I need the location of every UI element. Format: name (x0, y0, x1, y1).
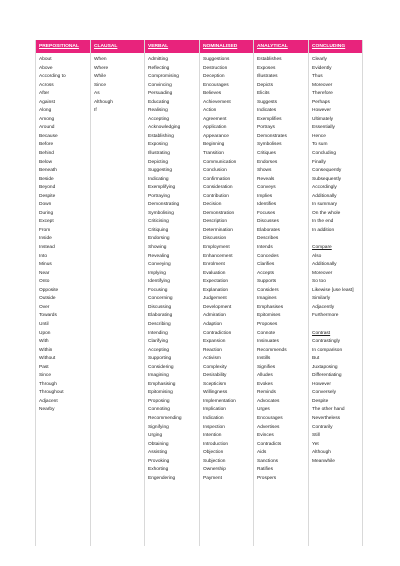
word-item: But (312, 356, 320, 362)
word-item: Over (39, 304, 50, 310)
word-item: Adjacently (312, 304, 335, 310)
word-item: Indicates (257, 108, 277, 114)
word-item: Suggests (257, 99, 278, 105)
word-item: Illustrating (148, 151, 170, 157)
word-item: Below (39, 159, 53, 165)
word-item: Onto (39, 279, 50, 285)
word-item: Portraying (148, 193, 170, 199)
word-item: Deception (203, 74, 225, 80)
word-item: Intention (203, 433, 222, 439)
word-item: Employment (203, 245, 230, 251)
word-item: On the whole (312, 210, 341, 216)
word-item: Imagining (148, 373, 169, 379)
word-item: While (94, 74, 106, 80)
word-item: Provoking (148, 458, 170, 464)
word-item: Still (312, 433, 320, 439)
word-item: Across (39, 82, 54, 88)
word-item: Instead (39, 245, 55, 251)
word-item: Insinuates (257, 339, 279, 345)
word-item: Identifies (257, 202, 277, 208)
word-item: Because (39, 133, 58, 139)
word-item: In the end (312, 219, 334, 225)
word-item: Aids (257, 450, 267, 456)
word-item: Nevertheless (312, 415, 340, 421)
column-verbal (145, 40, 200, 546)
word-item: Believes (203, 91, 222, 97)
word-item: Compromising (148, 74, 179, 80)
word-item: Minus (39, 262, 52, 268)
word-item: Until (39, 321, 49, 327)
word-item: Introduction (203, 441, 229, 447)
word-item: Elicits (257, 91, 270, 97)
word-item: Identifying (148, 279, 170, 285)
column-body (200, 53, 253, 546)
word-item: Evidently (312, 65, 332, 71)
word-item: Exemplifies (257, 116, 282, 122)
word-item: Inside (39, 236, 52, 242)
word-item: Advocates (257, 398, 280, 404)
word-item: Demonstrating (148, 202, 180, 208)
word-item: Reveals (257, 176, 275, 182)
column-header-analytical: ANALYTICAL (254, 40, 308, 53)
word-item: Contribution (203, 193, 229, 199)
word-item: Illustrates (257, 74, 278, 80)
word-item: Urging (148, 433, 163, 439)
word-item: Although (94, 99, 113, 105)
word-item: Transition (203, 151, 224, 157)
word-item: Beyond (39, 185, 56, 191)
word-item: Subjection (203, 458, 226, 464)
word-item: Prospers (257, 475, 277, 481)
word-item: Confirmation (203, 176, 231, 182)
word-item: Critiquing (148, 227, 169, 233)
word-item: Payment (203, 475, 222, 481)
word-item: Appearance (203, 133, 229, 139)
word-item: Supporting (148, 356, 172, 362)
word-item: Evokes (257, 381, 273, 387)
word-item: Accordingly (312, 185, 337, 191)
column-header-prepositional: PREPOSITIONAL (36, 40, 90, 53)
word-item: So too (312, 279, 326, 285)
word-item: Accepts (257, 270, 275, 276)
group-title: Contrast (312, 330, 331, 336)
word-item: Within (39, 347, 53, 353)
word-item: In comparison (312, 347, 343, 353)
word-item: Implying (148, 270, 166, 276)
word-item: Complexity (203, 364, 227, 370)
word-item: Meanwhile (312, 458, 335, 464)
word-item: Clearly (312, 57, 327, 62)
word-item: Intends (257, 245, 273, 251)
word-item: Persuading (148, 91, 173, 97)
word-item: In summary (312, 202, 338, 208)
word-item: Perhaps (312, 99, 330, 105)
word-item: Nearby (39, 407, 55, 413)
column-analytical (254, 40, 309, 546)
word-item: Where (94, 65, 109, 71)
word-item: Signifying (148, 424, 169, 430)
word-item: Considering (148, 364, 174, 370)
word-item: Connoting (148, 407, 170, 413)
word-item: Focuses (257, 210, 276, 216)
word-item: Signifies (257, 364, 276, 370)
word-item: Revealing (148, 253, 170, 259)
word-item: Throughout (39, 390, 64, 396)
word-item: Juxtaposing (312, 364, 338, 370)
word-item: Ownership (203, 467, 226, 473)
word-item: Without (39, 356, 56, 362)
word-item: Educating (148, 99, 170, 105)
word-item: Contrastingly (312, 339, 340, 345)
word-item: Likewise [use least] (312, 287, 354, 293)
word-item: Essentially (312, 125, 335, 131)
word-item: Suggesting (148, 168, 173, 174)
word-item: Discussing (148, 304, 172, 310)
word-item: Consideration (203, 185, 233, 191)
word-item: Near (39, 270, 50, 276)
column-body (91, 53, 144, 546)
word-item: Admitting (148, 57, 168, 62)
group-title: Compare (312, 245, 332, 251)
word-item: Concerning (148, 296, 173, 302)
word-item: Exhorting (148, 467, 169, 473)
word-item: Demonstrates (257, 133, 287, 139)
word-item: According to (39, 74, 66, 80)
word-item: Above (39, 65, 53, 71)
word-item: Along (39, 108, 52, 114)
word-item: Concedes (257, 253, 279, 259)
word-item: Around (39, 125, 55, 131)
word-item: Emphasises (257, 304, 284, 310)
word-item: To sum (312, 142, 328, 148)
word-item: Portrays (257, 125, 275, 131)
word-item: Outside (39, 296, 56, 302)
word-item: Opposite (39, 287, 59, 293)
word-item: Elaborating (148, 313, 173, 319)
word-item: However (312, 108, 331, 114)
word-item: Willingness (203, 390, 228, 396)
word-item: Intending (148, 330, 168, 336)
word-item: Towards (39, 313, 57, 319)
word-item: Conclusion (203, 168, 227, 174)
word-item: Epitomises (257, 313, 281, 319)
word-item: Moreover (312, 270, 333, 276)
word-item: Implication (203, 407, 226, 413)
word-item: Conveying (148, 262, 171, 268)
word-item: Exemplifying (148, 185, 176, 191)
word-item: Considers (257, 287, 279, 293)
column-header-concluding: CONCLUDING (309, 40, 362, 53)
word-item: Accepting (148, 116, 170, 122)
column-body (309, 53, 362, 546)
word-item: Through (39, 381, 57, 387)
word-item: Decision (203, 202, 222, 208)
word-item: Establishing (148, 133, 174, 139)
word-item: Establishes (257, 57, 282, 62)
word-item: Evaluation (203, 270, 226, 276)
word-item: Proposing (148, 398, 170, 404)
word-item: Exposes (257, 65, 276, 71)
word-item: Evinces (257, 433, 274, 439)
word-item: Behind (39, 151, 54, 157)
word-item: Beside (39, 176, 54, 182)
word-item: Before (39, 142, 54, 148)
group-spacer (312, 235, 362, 244)
word-item: Implies (257, 193, 273, 199)
word-item: If (94, 108, 97, 114)
word-item: Since (39, 373, 51, 379)
word-item: Shows (257, 168, 272, 174)
word-item: Depicts (257, 82, 273, 88)
word-item: Elaborates (257, 227, 280, 233)
column-clausal (91, 40, 145, 546)
word-item: Additionally (312, 193, 337, 199)
word-item: Destruction (203, 65, 228, 71)
word-item: Despite (312, 398, 329, 404)
word-item: Beneath (39, 168, 57, 174)
word-item: Expectation (203, 279, 229, 285)
word-item: Depicting (148, 159, 168, 165)
word-item: Development (203, 304, 232, 310)
column-header-nominalised: NOMINALISED (200, 40, 253, 53)
word-item: Sanctions (257, 458, 279, 464)
word-item: Recommending (148, 415, 182, 421)
word-item: Imagines (257, 296, 277, 302)
word-item: Scepticism (203, 381, 227, 387)
word-item: Adjacent (39, 398, 58, 404)
word-item: Enhancement (203, 253, 233, 259)
word-item: In addition (312, 227, 335, 233)
word-item: Advertises (257, 424, 280, 430)
word-item: Subsequently (312, 176, 342, 182)
word-item: Showing (148, 245, 167, 251)
word-item: Discussion (203, 236, 227, 242)
word-item: Beginning (203, 142, 225, 148)
word-item: Therefore (312, 91, 333, 97)
word-item: Additionally (312, 262, 337, 268)
word-item: Upon (39, 330, 51, 336)
word-item: Critiques (257, 151, 276, 157)
word-item: Among (39, 116, 55, 122)
word-item: Explanation (203, 287, 229, 293)
word-item: Enrolment (203, 262, 225, 268)
column-prepositional (36, 40, 91, 546)
word-item: Past (39, 364, 49, 370)
word-item: Desirability (203, 373, 227, 379)
word-item: Reminds (257, 390, 276, 396)
word-item: Adaption (203, 321, 222, 327)
word-item: Action (203, 108, 217, 114)
word-item: Urges (257, 407, 270, 413)
word-item: Proposes (257, 321, 278, 327)
word-item: Consequently (312, 168, 342, 174)
word-item: Since (94, 82, 106, 88)
word-item: Exposing (148, 142, 168, 148)
word-item: Except (39, 219, 54, 225)
word-item: Finally (312, 159, 326, 165)
word-item: Endorses (257, 159, 278, 165)
word-item: Although (312, 450, 331, 456)
column-concluding (309, 40, 363, 546)
word-item: When (94, 57, 107, 62)
word-item: After (39, 91, 50, 97)
word-item: With (39, 339, 49, 345)
word-item: Achievement (203, 99, 231, 105)
word-item: Similarly (312, 296, 331, 302)
word-item: Indicating (148, 176, 169, 182)
word-item: Activism (203, 356, 221, 362)
word-item: Describes (257, 236, 279, 242)
word-item: Reflecting (148, 65, 170, 71)
word-item: Judgement (203, 296, 227, 302)
word-item: Against (39, 99, 55, 105)
word-item: Encourages (257, 415, 283, 421)
word-item: Realising (148, 108, 168, 114)
word-item: Ultimately (312, 116, 334, 122)
word-item: Focusing (148, 287, 168, 293)
word-item: Implementation (203, 398, 236, 404)
word-item: About (39, 57, 52, 62)
word-item: Describing (148, 321, 171, 327)
word-item: Determination (203, 227, 233, 233)
word-item: Epitomising (148, 390, 173, 396)
word-item: Yet (312, 441, 319, 447)
word-item: Alludes (257, 373, 273, 379)
word-item: The other hand (312, 407, 345, 413)
word-item: Connote (257, 330, 276, 336)
word-item: Conversely (312, 390, 336, 396)
word-item: Obtaining (148, 441, 169, 447)
word-item: Also (312, 253, 322, 259)
word-item: Endorsing (148, 236, 170, 242)
word-item: Supports (257, 279, 277, 285)
word-item: Despite (39, 193, 56, 199)
word-item: Clarifying (148, 339, 168, 345)
word-item: Agreement (203, 116, 227, 122)
word-item: Demonstration (203, 210, 235, 216)
word-item: Indication (203, 415, 224, 421)
word-item: Contrarily (312, 424, 333, 430)
word-item: Description (203, 219, 227, 225)
group-spacer (312, 321, 362, 330)
word-item: Conveys (257, 185, 276, 191)
word-item: Discusses (257, 219, 279, 225)
word-item: Thus (312, 74, 323, 80)
vocabulary-table (35, 40, 363, 546)
word-item: From (39, 227, 51, 233)
word-item: Engendering (148, 475, 176, 481)
word-item: Ratifies (257, 467, 273, 473)
word-item: Recommends (257, 347, 287, 353)
word-item: Objection (203, 450, 224, 456)
word-item: Admiration (203, 313, 226, 319)
column-nominalised (200, 40, 254, 546)
word-item: Contradicts (257, 441, 282, 447)
word-item: Reaction (203, 347, 222, 353)
column-body (254, 53, 308, 546)
word-item: Application (203, 125, 227, 131)
word-item: Furthermore (312, 313, 339, 319)
word-item: Acknowledging (148, 125, 181, 131)
column-header-clausal: CLAUSAL (91, 40, 144, 53)
word-item: Criticising (148, 219, 169, 225)
word-item: Contradiction (203, 330, 232, 336)
column-body (145, 53, 199, 546)
word-item: As (94, 91, 100, 97)
word-item: Accepting (148, 347, 170, 353)
word-item: Convincing (148, 82, 172, 88)
word-item: During (39, 210, 54, 216)
word-item: Into (39, 253, 48, 259)
word-item: Hence (312, 133, 326, 139)
word-item: Clarifies (257, 262, 275, 268)
word-item: Expansion (203, 339, 226, 345)
word-item: Symbolising (148, 210, 174, 216)
word-item: Emphasising (148, 381, 176, 387)
word-item: Assisting (148, 450, 168, 456)
word-item: Concluding (312, 151, 337, 157)
word-item: Symbolises (257, 142, 282, 148)
word-item: Differentiating (312, 373, 342, 379)
word-item: Encourages (203, 82, 229, 88)
column-header-verbal: VERBAL (145, 40, 199, 53)
word-item: Suggestions (203, 57, 230, 62)
word-item: Instills (257, 356, 271, 362)
column-body (36, 53, 90, 546)
word-item: However (312, 381, 331, 387)
word-item: Moreover (312, 82, 333, 88)
word-item: Down (39, 202, 52, 208)
word-item: Communication (203, 159, 237, 165)
word-item: Inspection (203, 424, 225, 430)
